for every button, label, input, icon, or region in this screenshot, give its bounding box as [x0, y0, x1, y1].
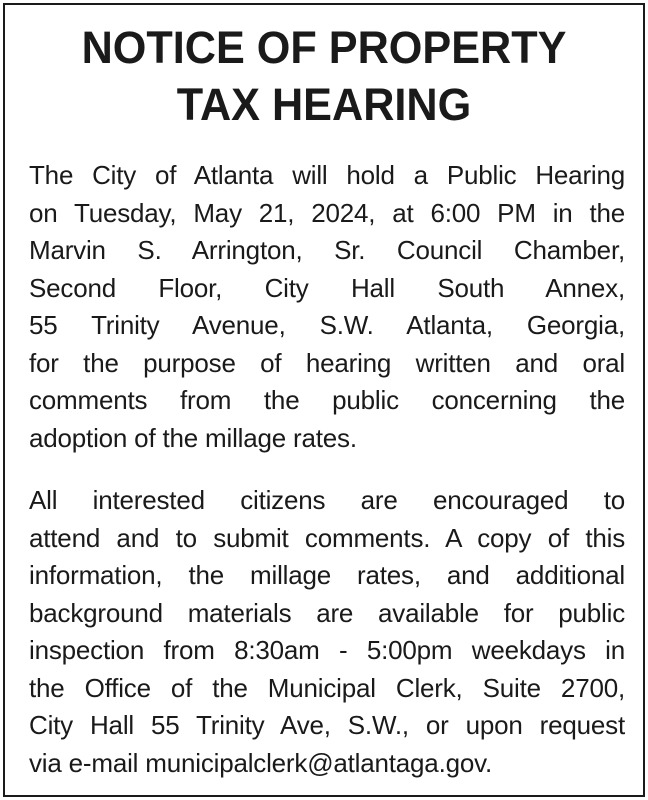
- paragraph-line: background materials are available for public: [29, 597, 625, 628]
- paragraph-line: information, the millage rates, and additional: [29, 560, 625, 590]
- paragraph-line: attend and to submit comments. A copy of this: [29, 522, 625, 553]
- hearing-details-paragraph: [29, 157, 625, 457]
- title-line-1: NOTICE OF PROPERTY: [81, 22, 567, 73]
- notice-title: [18, 19, 630, 133]
- paragraph-line: on Tuesday, May 21, 2024, at 6:00 PM in the: [29, 197, 625, 228]
- paragraph-line: adoption of the millage rates.: [29, 422, 357, 453]
- paragraph-line: Marvin S. Arrington, Sr. Council Chamber,: [29, 235, 625, 265]
- paragraph-line: for the purpose of hearing written and oral: [29, 347, 625, 378]
- public-comment-paragraph: [29, 482, 625, 782]
- paragraph-line: The City of Atlanta will hold a Public Hearing: [29, 160, 625, 190]
- paragraph-line: 55 Trinity Avenue, S.W. Atlanta, Georgia,: [29, 310, 625, 340]
- notice-box: [3, 3, 645, 797]
- paragraph-line: Second Floor, City Hall South Annex,: [29, 272, 625, 303]
- paragraph-line: the Office of the Municipal Clerk, Suite 2700,: [29, 672, 625, 703]
- paragraph-line: City Hall 55 Trinity Ave, S.W., or upon request: [29, 710, 625, 740]
- paragraph-line: inspection from 8:30am - 5:00pm weekdays in: [29, 635, 625, 665]
- paragraph-line: All interested citizens are encouraged to: [29, 485, 625, 515]
- paragraph-line: via e-mail municipalclerk@atlantaga.gov.: [29, 747, 493, 778]
- title-line-2: TAX HEARING: [176, 79, 472, 130]
- paragraph-line: comments from the public concerning the: [29, 385, 625, 415]
